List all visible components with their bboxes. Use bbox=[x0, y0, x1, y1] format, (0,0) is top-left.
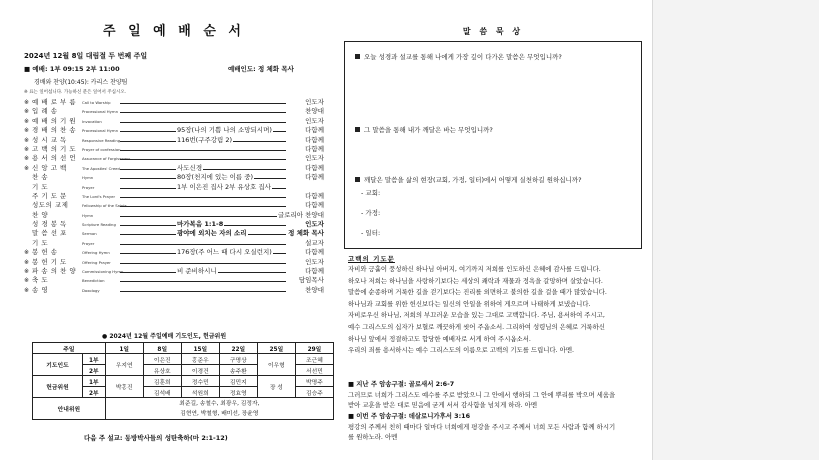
table-cell: 조근혜 bbox=[295, 354, 333, 365]
prayer-line: 우리의 죄를 용서하시는 예수 그리스도의 이름으로 고백의 기도를 드립니다. 아멘. bbox=[348, 346, 575, 355]
order-item-english: Processional Hymn bbox=[82, 128, 118, 134]
leader-line bbox=[120, 206, 286, 207]
duty-header-1: 1일 bbox=[105, 343, 143, 354]
order-item-name: 입 례 송 bbox=[32, 107, 58, 116]
order-item-english: Prayer of confession bbox=[82, 146, 121, 152]
leader-line bbox=[120, 103, 286, 104]
order-item-english: Offering Hymn bbox=[82, 250, 110, 256]
order-row bbox=[24, 211, 324, 220]
order-item-content: 비 준비하시니 bbox=[177, 267, 217, 276]
order-row bbox=[24, 98, 324, 107]
order-row bbox=[24, 183, 324, 192]
order-row bbox=[24, 258, 324, 267]
order-mark: ※ bbox=[24, 286, 30, 294]
duty-header-8: 8일 bbox=[143, 343, 181, 354]
order-item-name: 봉 헌 기 도 bbox=[32, 257, 67, 266]
guide-names bbox=[105, 398, 333, 420]
order-item-person: 다함께 bbox=[305, 135, 324, 144]
order-item-name: 경 배 의 찬 송 bbox=[32, 126, 77, 135]
guide-names-line-2: 김현연, 박철형, 배미선, 장윤영 bbox=[180, 410, 259, 417]
order-item-person: 찬양대 bbox=[305, 285, 324, 294]
order-item-person: 다함께 bbox=[305, 173, 324, 182]
next-sermon: 다음 주 설교: 동방박사들의 성탄축하(마 2:1-12) bbox=[84, 434, 228, 442]
order-row bbox=[24, 276, 324, 285]
table-cell: 정효영 bbox=[219, 387, 257, 398]
order-item-name: 예 배 로 부 름 bbox=[32, 98, 77, 106]
service-times: ■ 예배: 1부 09:15 2부 11:00 bbox=[24, 65, 120, 73]
order-item-name: 기 도 bbox=[32, 182, 49, 191]
order-item-english: Responsive Reading bbox=[82, 137, 121, 143]
this-week-verse bbox=[348, 411, 638, 443]
order-mark: ※ bbox=[24, 117, 30, 125]
order-item-name: 고 백 의 기 도 bbox=[32, 144, 77, 153]
order-item-person: 설교자 bbox=[305, 238, 324, 247]
order-row bbox=[24, 107, 324, 116]
square-bullet-icon bbox=[355, 127, 360, 132]
order-mark: ※ bbox=[24, 136, 30, 144]
last-week-verse-text-2: 받아 교훈을 받은 대로 믿음에 굳게 서서 감사함을 넘치게 하라. 아멘 bbox=[348, 401, 538, 409]
order-item-person: 다함께 bbox=[305, 144, 324, 153]
order-row bbox=[24, 201, 324, 210]
order-mark: ※ bbox=[24, 145, 30, 153]
order-mark: ※ bbox=[24, 164, 30, 172]
leader-line bbox=[120, 150, 286, 151]
table-cell: 이경건 bbox=[181, 365, 219, 376]
order-row bbox=[24, 126, 324, 135]
worship-order-page bbox=[24, 0, 324, 460]
leader-line bbox=[120, 197, 286, 198]
answer-work: - 일터: bbox=[361, 229, 381, 237]
order-item-english: Commissioning Hymn bbox=[82, 269, 124, 275]
order-item-person: 다함께 bbox=[305, 191, 324, 200]
order-item-english: Benediction bbox=[82, 278, 105, 284]
duty-header-sunday: 주일 bbox=[33, 343, 106, 354]
duty-header-25: 25일 bbox=[257, 343, 295, 354]
answer-home: - 가정: bbox=[361, 209, 381, 217]
table-cell: 석원희 bbox=[181, 387, 219, 398]
this-week-verse-label: ■ 이번 주 암송구절: 데살로니가후서 3:16 bbox=[348, 412, 471, 420]
order-item-name: 찬 송 bbox=[32, 173, 49, 182]
order-row bbox=[24, 136, 324, 145]
order-item-name: 주 기 도 문 bbox=[32, 191, 67, 200]
order-row bbox=[24, 154, 324, 163]
order-mark: ※ bbox=[24, 268, 30, 276]
page-gutter bbox=[652, 0, 819, 460]
order-item-content: 마가복음 1:1-8 bbox=[177, 220, 224, 229]
order-item-english: Invocation bbox=[82, 118, 102, 124]
prayer-line: 예수 그리스도의 십자가 보혈로 깨끗하게 씻어 주옵소서. 그리하여 성령님의 은혜로 거룩하신 bbox=[348, 322, 605, 331]
order-row bbox=[24, 145, 324, 154]
duty-header-15: 15일 bbox=[181, 343, 219, 354]
order-item-english: Hymn bbox=[82, 175, 94, 181]
confession-prayer bbox=[348, 264, 634, 357]
order-mark: ※ bbox=[24, 155, 30, 163]
order-of-service bbox=[24, 98, 324, 295]
table-cell: 김훈희 bbox=[143, 376, 181, 387]
order-item-name: 말 씀 선 포 bbox=[32, 229, 67, 238]
order-item-person: 찬양대 bbox=[305, 107, 324, 116]
order-item-english: Fellowship of the Saints bbox=[82, 203, 127, 209]
order-item-english: Offering Prayer bbox=[82, 259, 111, 265]
duty-row-prayer-1 bbox=[33, 354, 334, 365]
table-cell: 박홍진 bbox=[105, 376, 143, 398]
offering-label: 헌금위원 bbox=[33, 376, 83, 398]
order-item-english: The Apostles' Creed bbox=[82, 165, 120, 171]
part-label: 1부 bbox=[82, 376, 105, 387]
table-cell: 김승주 bbox=[295, 387, 333, 398]
duty-row-guide bbox=[33, 398, 334, 420]
table-cell: 송주환 bbox=[219, 365, 257, 376]
service-date: 2024년 12월 8일 대림절 두 번째 주일 bbox=[24, 52, 148, 60]
order-item-english: Sermon bbox=[82, 231, 97, 237]
prayer-line: 하오나 저희는 하나님을 사랑하기보다는 세상의 쾌락과 재물과 정욕을 갈망하며 살았습니다. bbox=[348, 276, 603, 285]
order-item-name: 송 영 bbox=[32, 285, 49, 294]
order-item-person: 다함께 bbox=[305, 248, 324, 257]
order-mark: ※ bbox=[24, 127, 30, 135]
order-item-person: 인도자 bbox=[305, 98, 324, 106]
this-week-verse-text-1: 평강의 주께서 친히 때마다 일마다 너희에게 평강을 주시고 주께서 너희 모든 사람과 함께 하시기 bbox=[348, 422, 616, 431]
order-item-name: 봉 헌 송 bbox=[32, 248, 58, 257]
order-item-content: 광야에 외치는 자의 소리 bbox=[177, 229, 247, 238]
order-item-content: 95장(나의 기쁨 나의 소망되시며) bbox=[177, 126, 272, 135]
part-label: 2부 bbox=[82, 387, 105, 398]
order-item-person: 인도자 bbox=[305, 257, 324, 266]
question-3 bbox=[355, 175, 582, 184]
order-item-name: 성 경 봉 독 bbox=[32, 220, 67, 229]
order-row bbox=[24, 248, 324, 257]
order-item-person: 정 체화 목사 bbox=[288, 229, 324, 238]
prayer-line: 말씀에 순종하며 거룩한 길을 걷기보다는 진리를 외면하고 불의한 길을 걸을 때가 많았습니다. bbox=[348, 288, 607, 297]
question-3-text: 깨달은 말씀을 삶의 현장(교회, 가정, 일터)에서 어떻게 실천하길 원하십니까? bbox=[364, 176, 582, 184]
order-item-content: 116번(구주강림 2) bbox=[177, 135, 233, 144]
order-item-content: 사도신경 bbox=[177, 163, 203, 172]
order-item-name: 예 배 의 기 원 bbox=[32, 116, 77, 125]
order-row bbox=[24, 267, 324, 276]
confession-title: 고백의 기도문 bbox=[348, 255, 395, 263]
order-row bbox=[24, 239, 324, 248]
square-bullet-icon bbox=[355, 54, 360, 59]
answer-church: - 교회: bbox=[361, 189, 381, 197]
leader-line bbox=[120, 263, 286, 264]
leader-line bbox=[120, 281, 286, 282]
order-item-english: Prayer bbox=[82, 184, 95, 190]
this-week-verse-text-2: 를 원하노라. 아멘 bbox=[348, 433, 398, 441]
square-bullet-icon bbox=[355, 177, 360, 182]
order-item-english: Scripture Reading bbox=[82, 222, 116, 228]
service-leader: 예배인도: 정 체화 목사 bbox=[228, 65, 294, 73]
table-cell: 장 성 bbox=[257, 376, 295, 398]
order-item-content: 1부 이은진 집사 2부 유상호 집사 bbox=[177, 182, 271, 191]
order-item-name: 성도의 교제 bbox=[32, 201, 69, 210]
question-1-text: 오늘 성경과 설교를 통해 나에게 가장 깊이 다가온 말씀은 무엇입니까? bbox=[364, 53, 562, 61]
order-row bbox=[24, 229, 324, 238]
order-item-name: 찬 양 bbox=[32, 210, 49, 219]
duty-header-22: 22일 bbox=[219, 343, 257, 354]
order-row bbox=[24, 220, 324, 229]
order-item-name: 용 서 의 선 언 bbox=[32, 154, 77, 163]
order-item-name: 파 송 의 찬 양 bbox=[32, 267, 77, 276]
duty-header-row bbox=[33, 343, 334, 354]
table-cell: 서선민 bbox=[295, 365, 333, 376]
guide-label: 안내위원 bbox=[33, 398, 106, 420]
order-mark: ※ bbox=[24, 108, 30, 116]
order-row bbox=[24, 117, 324, 126]
table-cell: 이우형 bbox=[257, 354, 295, 376]
order-item-english: Hymn bbox=[82, 212, 94, 218]
praise-team-line: 경배와 찬양(10:45): 카리스 찬양팀 bbox=[34, 79, 128, 86]
order-item-name: 기 도 bbox=[32, 238, 49, 247]
order-item-english: The Lord's Prayer bbox=[82, 193, 116, 199]
leader-line bbox=[120, 122, 286, 123]
table-cell: 김민지 bbox=[219, 376, 257, 387]
order-row bbox=[24, 173, 324, 182]
meditation-box bbox=[344, 41, 642, 249]
order-item-english: Doxology bbox=[82, 287, 100, 293]
order-item-name: 신 앙 고 백 bbox=[32, 163, 67, 172]
table-cell: 유상호 bbox=[143, 365, 181, 376]
order-item-person: 글로리아 찬양대 bbox=[277, 210, 324, 219]
prayer-line: 자비로우신 하나님, 저희의 부끄러운 모습을 있는 그대로 고백합니다. 주님, 용서하여 주시고, bbox=[348, 311, 605, 320]
duty-header-29: 29일 bbox=[295, 343, 333, 354]
order-row bbox=[24, 192, 324, 201]
order-mark: ※ bbox=[24, 249, 30, 257]
order-item-content: 80장(천지에 있는 이름 중) bbox=[177, 173, 254, 182]
prayer-leader-label: 기도인도 bbox=[33, 354, 83, 376]
table-cell: 박명주 bbox=[295, 376, 333, 387]
order-item-person: 다함께 bbox=[305, 267, 324, 276]
table-cell: 이은진 bbox=[143, 354, 181, 365]
prayer-line: 하나님 앞에서 정결하고도 합당한 예배자로 서게 하여 주시옵소서. bbox=[348, 334, 531, 343]
duty-row-offering-1 bbox=[33, 376, 334, 387]
duty-roster-title: ● 2024년 12월 주일예배 기도인도, 헌금위원 bbox=[102, 333, 227, 340]
order-mark: ※ bbox=[24, 277, 30, 285]
order-item-name: 성 시 교 독 bbox=[32, 135, 67, 144]
leader-line bbox=[120, 291, 286, 292]
leader-line bbox=[120, 159, 286, 160]
order-item-person: 다함께 bbox=[305, 126, 324, 135]
part-label: 2부 bbox=[82, 365, 105, 376]
order-item-english: Prayer bbox=[82, 240, 95, 246]
order-item-content: 176장(주 어느 때 다시 오실런지) bbox=[177, 248, 272, 257]
guide-names-line-1: 최준길, 송철수, 최광우, 김정자, bbox=[179, 400, 260, 407]
question-2-text: 그 말씀을 통해 내가 깨달은 바는 무엇입니까? bbox=[364, 126, 493, 134]
question-1 bbox=[355, 52, 562, 61]
standing-note: ※ 표는 일어섭니다. 가능하신 분은 일어서 주십시오. bbox=[24, 90, 127, 95]
last-week-verse-label: ■ 지난 주 암송구절: 골로새서 2:6-7 bbox=[348, 380, 455, 388]
table-cell: 우지연 bbox=[105, 354, 143, 376]
order-item-person: 다함께 bbox=[305, 201, 324, 210]
order-item-person: 인도자 bbox=[305, 116, 324, 125]
part-label: 1부 bbox=[82, 354, 105, 365]
order-item-english: Call to Worship bbox=[82, 100, 111, 105]
order-item-name: 축 도 bbox=[32, 276, 49, 285]
order-item-person: 담임목사 bbox=[298, 276, 324, 285]
order-row bbox=[24, 286, 324, 295]
order-item-english: Processional Hymn bbox=[82, 109, 118, 115]
last-week-verse-text-1: 그러므로 너희가 그리스도 예수를 주로 받았으니 그 안에서 행하되 그 안에 뿌리를 박으며 세움을 bbox=[348, 390, 616, 399]
prayer-line: 자비와 긍휼이 풍성하신 하나님 아버지, 여기까지 저희를 인도하신 은혜에 감사를 드립니다. bbox=[348, 265, 601, 273]
leader-line bbox=[120, 216, 286, 217]
question-2 bbox=[355, 125, 493, 134]
leader-line bbox=[120, 112, 286, 113]
order-item-person: 인도자 bbox=[305, 220, 324, 229]
order-mark: ※ bbox=[24, 258, 30, 266]
prayer-line: 하나님과 교회를 위한 헌신보다는 일신의 안일을 위하여 게으르며 나태하게 보냈습니다. bbox=[348, 299, 591, 308]
table-cell: 구명상 bbox=[219, 354, 257, 365]
order-mark: ※ bbox=[24, 99, 30, 106]
table-cell: 김석배 bbox=[143, 387, 181, 398]
order-item-person: 다함께 bbox=[305, 163, 324, 172]
table-cell: 홍준우 bbox=[181, 354, 219, 365]
order-row bbox=[24, 164, 324, 173]
meditation-page bbox=[344, 0, 642, 460]
table-cell: 정수민 bbox=[181, 376, 219, 387]
bulletin-title: 주 일 예 배 순 서 bbox=[103, 24, 245, 39]
leader-line bbox=[120, 244, 286, 245]
last-week-verse bbox=[348, 379, 638, 411]
duty-roster-table bbox=[32, 342, 334, 420]
order-item-person: 인도자 bbox=[305, 154, 324, 163]
order-item-english: Assurance of Forgiveness bbox=[82, 156, 131, 162]
meditation-title: 말 씀 묵 상 bbox=[462, 27, 524, 36]
